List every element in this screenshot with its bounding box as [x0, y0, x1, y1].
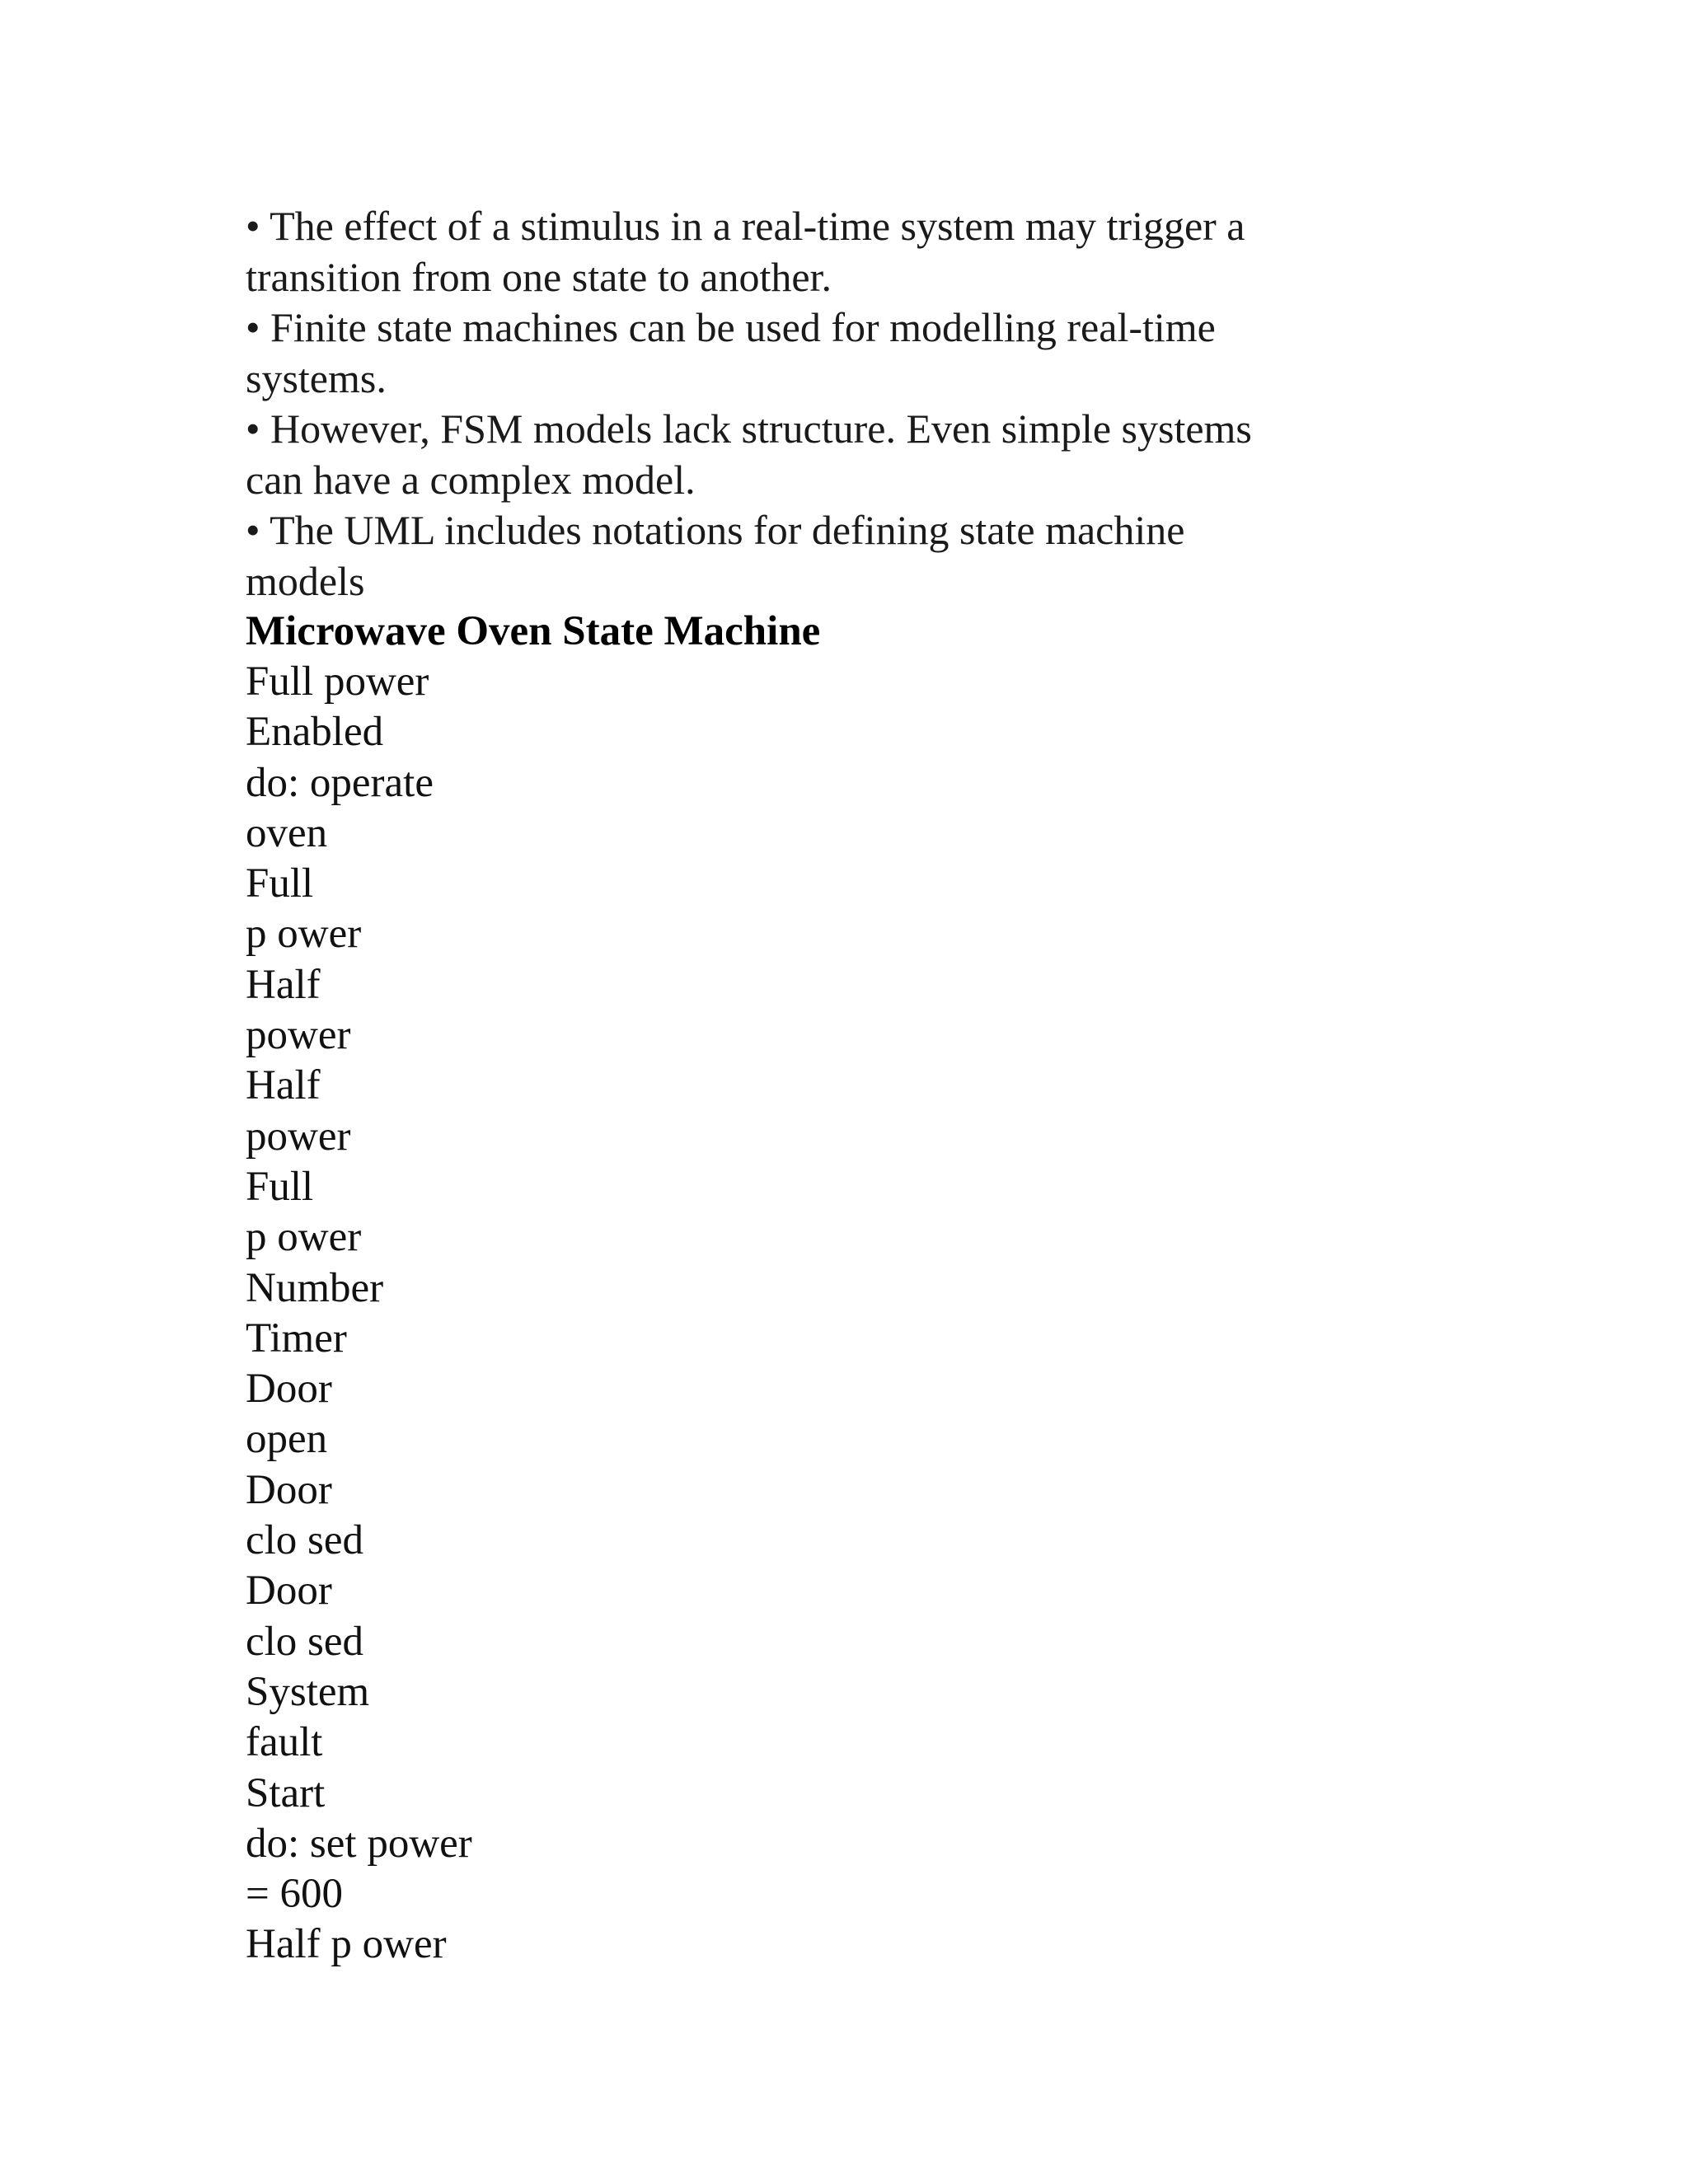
text-line: do: operate — [246, 759, 434, 806]
page-content — [246, 201, 1531, 1971]
bullet-line: • The UML includes notations for defining state machine — [246, 507, 1185, 553]
text-line: power — [246, 1113, 351, 1160]
diagram-text-lines — [246, 657, 1531, 1971]
text-line: fault — [246, 1719, 323, 1766]
bullet-line: • The effect of a stimulus in a real-time system may trigger a — [246, 203, 1245, 249]
bullet-item — [246, 404, 1531, 505]
text-line: Door — [246, 1366, 332, 1413]
bullet-line: • Finite state machines can be used for modelling real-time — [246, 304, 1216, 350]
text-line: do: set power — [246, 1820, 472, 1867]
text-line: Timer — [246, 1315, 347, 1361]
bullet-line: models — [246, 557, 365, 604]
text-line: System — [246, 1668, 370, 1715]
text-line: Number — [246, 1264, 384, 1311]
bullet-line: can have a complex model. — [246, 456, 696, 503]
bullet-line: • However, FSM models lack structure. Even simple systems — [246, 405, 1252, 452]
bullet-line: systems. — [246, 354, 387, 401]
bullet-item — [246, 201, 1531, 302]
text-line: open — [246, 1416, 328, 1463]
bullet-item — [246, 505, 1531, 607]
text-line: Half p ower — [246, 1921, 447, 1968]
text-line: clo sed — [246, 1517, 364, 1564]
text-line: Door — [246, 1568, 332, 1615]
text-line: = 600 — [246, 1871, 344, 1918]
text-line: Half — [246, 1062, 321, 1109]
section-heading: Microwave Oven State Machine — [246, 608, 821, 654]
text-line: oven — [246, 809, 328, 856]
text-line: Enabled — [246, 709, 384, 756]
text-line: power — [246, 1012, 351, 1059]
bullet-line: transition from one state to another. — [246, 253, 832, 300]
text-line: p ower — [246, 911, 362, 958]
text-line: clo sed — [246, 1618, 364, 1665]
text-line: Full — [246, 1163, 314, 1210]
text-line: p ower — [246, 1214, 362, 1261]
bullet-item — [246, 302, 1531, 404]
text-line: Full — [246, 860, 314, 907]
text-line: Start — [246, 1769, 326, 1816]
text-line: Door — [246, 1466, 332, 1513]
text-line: Full power — [246, 658, 429, 705]
bullet-list — [246, 201, 1531, 607]
text-line: Half — [246, 961, 321, 1008]
